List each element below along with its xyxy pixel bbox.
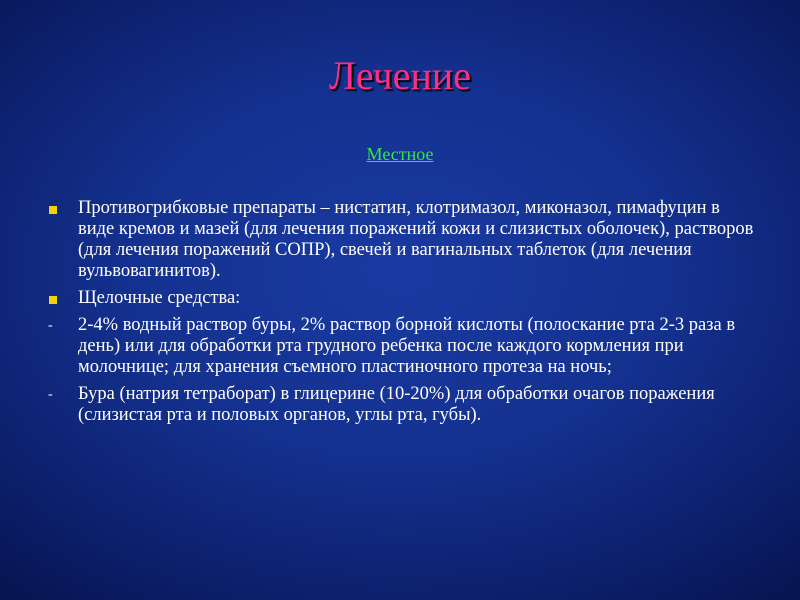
list-item-text: Противогрибковые препараты – нистатин, клотримазол, миконазол, пимафуцин в виде кремов и мазей (для лечения поражений кожи и слизистых оболочек), растворов (для лечения поражений СОПР), свечей и вагинальных таблеток (для лечения вульвовагинитов). — [78, 198, 754, 281]
dash-bullet-icon: - — [48, 318, 53, 333]
list-item-text: Бура (натрия тетраборат) в глицерине (10-20%) для обработки очагов поражения (слизистая рта и половых органов, углы рта, губы). — [78, 384, 715, 425]
list-item-text: Щелочные средства: — [78, 288, 241, 308]
slide-title: Лечение — [328, 53, 472, 98]
list-item-text: 2-4% водный раствор буры, 2% раствор борной кислоты (полоскание рта 2-3 раза в день) или для обработки рта грудного ребенка после каждого кормления при молочнице; для хранения съемного пластиночного протеза на ночь; — [78, 315, 736, 377]
list-item — [46, 315, 758, 378]
bullet-list — [46, 198, 758, 432]
list-item — [46, 198, 758, 282]
slide-subtitle: Местное — [366, 144, 434, 164]
dash-bullet-icon: - — [48, 387, 53, 402]
square-bullet-icon — [49, 296, 57, 304]
square-bullet-icon — [49, 206, 57, 214]
list-item — [46, 288, 758, 309]
list-item — [46, 384, 758, 426]
